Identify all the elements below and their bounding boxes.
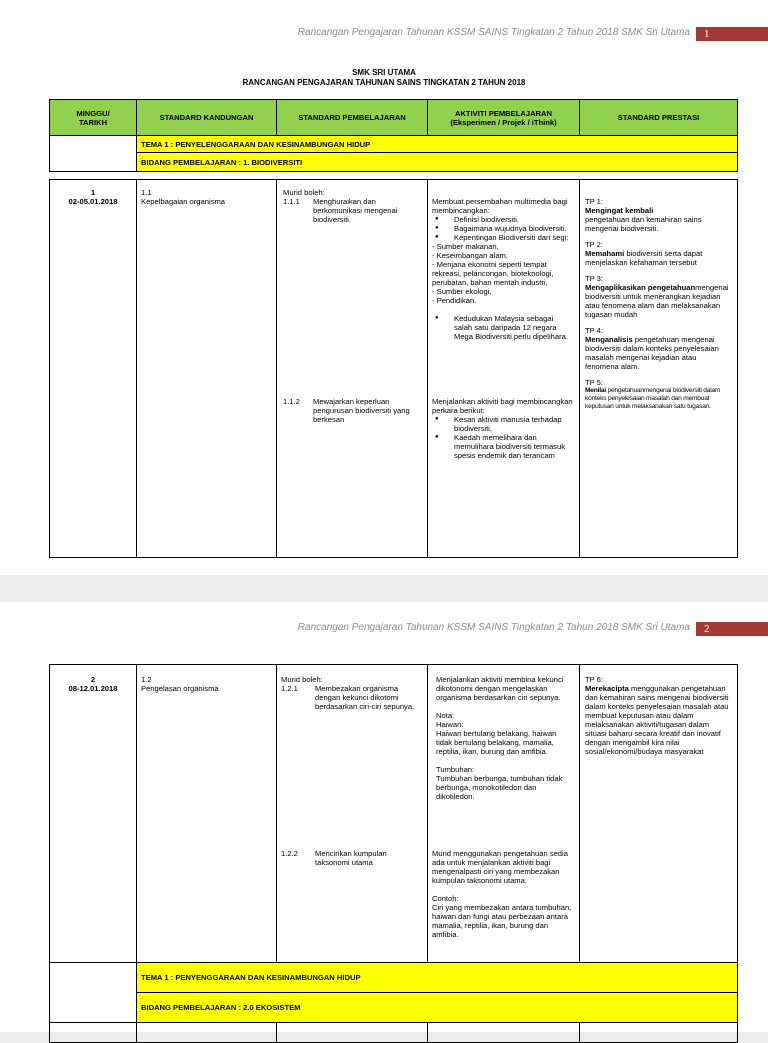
lesson-plan-table bbox=[49, 664, 738, 1043]
aktiviti-intro: Murid menggunakan pengetahuan sedia ada untuk menjalankan aktiviti bagi mengenalpasti ciri yang membezakan kumpulan taksonomi utama. bbox=[432, 849, 568, 885]
empty-cell bbox=[580, 1023, 738, 1043]
kandungan-cell bbox=[137, 665, 277, 963]
tumbuhan-text: Tumbuhan berbunga, tumbuhan tidak berbunga, monokotiledon dan dikotiledon. bbox=[436, 774, 563, 801]
tp-item: TP 1: Mengingat kembali pengetahuan dan kemahiran sains mengenai biodiversiti. bbox=[585, 197, 702, 233]
bullet-item: ● Kesan aktiviti manusia terhadap biodiversiti, bbox=[432, 415, 573, 433]
bullet-item: ● Definisi biodiversiti. bbox=[432, 215, 573, 224]
bullet-item: ● Bagaimana wujudnya biodiversiti. bbox=[432, 224, 573, 233]
week-number: 1 bbox=[90, 188, 96, 197]
col-header-aktiviti: AKTIVITI PEMBELAJARAN (Eksperimen / Projek / iThink) bbox=[428, 100, 580, 136]
sp-code: 1.1.1 bbox=[283, 197, 300, 206]
bullet-item: ● Kaedah memelihara dan memulihara biodiversiti termasuk spesis endemik dan terancam bbox=[432, 433, 573, 460]
tp-item: TP 5: Menilai pengetahuanmengenai biodiversiti dalam konteks penyelesaian masalah dan membuat keputusan untuk melaksanakan satu tugasan. bbox=[585, 378, 721, 410]
col-header-prestasi: STANDARD PRESTASI bbox=[580, 100, 738, 136]
list-item: - Sumber makanan, bbox=[432, 242, 499, 251]
lesson-plan-table bbox=[49, 99, 738, 558]
table-header-row bbox=[50, 100, 738, 136]
prestasi-cell bbox=[580, 180, 738, 558]
sp-text: Membezakan organisma dengan kekunci dikotomi berdasarkan ciri-ciri sepunya. bbox=[315, 684, 415, 711]
tema-row: TEMA 1 : PENYELENGGARAAN DAN KESINAMBUNGAN HIDUP bbox=[137, 136, 738, 153]
prestasi-cell bbox=[580, 665, 738, 963]
kandungan-code: 1.1 bbox=[141, 188, 152, 197]
week-cell bbox=[50, 665, 137, 963]
tp-item: TP 6: Merekacipta menggunakan pengetahuan dan kemahiran sains mengenai biodiversiti dalam konteks penyelesaian masalah atau membuat keputusan atau dalam melaksanakan aktiviti/tugasan dalam situasi baharu secara kreatif dan inovatif dengan mengambil kira nilai sosial/ekonomi/budaya masyarakat bbox=[585, 675, 729, 756]
bullet-item: ● Kepentingan Biodiversiti dari segi: bbox=[432, 233, 573, 242]
tema-row: TEMA 1 : PENYENGGARAAN DAN KESINAMBUNGAN HIDUP bbox=[137, 963, 738, 993]
school-title: SMK SRI UTAMA bbox=[352, 68, 416, 77]
col-header-pembelajaran: STANDARD PEMBELAJARAN bbox=[277, 100, 428, 136]
nota-label: Nota: bbox=[436, 711, 455, 720]
aktiviti-intro: Menjalankan aktiviti bagi membincangkan perkara berikut: bbox=[432, 397, 573, 415]
aktiviti-cell bbox=[428, 180, 580, 558]
aktiviti-block bbox=[432, 397, 573, 460]
empty-cell bbox=[277, 1023, 428, 1043]
col-header-minggu: MINGGU/ TARIKH bbox=[50, 100, 137, 136]
empty-cell bbox=[50, 136, 137, 172]
page-number: 2 bbox=[696, 622, 768, 636]
spacer-row bbox=[50, 172, 738, 180]
aktiviti-block bbox=[432, 849, 573, 939]
bidang-row: BIDANG PEMBELAJARAN : 2.0 EKOSISTEM bbox=[137, 993, 738, 1023]
week-date: 08-12.01.2018 bbox=[68, 684, 118, 693]
running-header: Rancangan Pengajaran Tahunan KSSM SAINS Tingkatan 2 Tahun 2018 SMK Sri Utama bbox=[297, 27, 690, 38]
list-item: - Menjana ekonomi seperti tempat rekreasi, pelancongan, bioteknologi, perubatan, bahan mentah industri, bbox=[432, 260, 554, 287]
empty-cell bbox=[137, 1023, 277, 1043]
murid-boleh: Murid boleh: bbox=[281, 675, 323, 684]
week-row bbox=[50, 180, 738, 558]
aktiviti-intro: Membuat persembahan multimedia bagi membincangkan: bbox=[432, 197, 568, 215]
empty-cell bbox=[50, 963, 137, 1023]
sp-text: Mewajarkan keperluan pengurusan biodiversiti yang berkesan bbox=[313, 397, 410, 424]
page-2 bbox=[0, 602, 768, 1032]
contoh-text: Ciri yang membezakan antara tumbuhan, haiwan dan fungi atau perbezaan antara mamalia, reptilia, ikan, burung dan amfibia. bbox=[432, 903, 572, 939]
empty-cell bbox=[50, 1023, 137, 1043]
kandungan-text: Kepelbagaian organisma bbox=[141, 197, 226, 206]
plan-title: RANCANGAN PENGAJARAN TAHUNAN SAINS TINGKATAN 2 TAHUN 2018 bbox=[242, 78, 526, 87]
contoh-label: Contoh: bbox=[432, 894, 459, 903]
sp-text: Mencirikan kumpulan taksonomi utama bbox=[315, 849, 387, 867]
sp-code: 1.2.1 bbox=[281, 684, 298, 693]
aktiviti-cell bbox=[428, 665, 580, 963]
list-item: - Sumber ekologi, bbox=[432, 287, 492, 296]
aktiviti-intro: Menjalankan aktiviti membina kekunci dikotonomi dengan mengelaskan organisma berdasarkan ciri sepunya. bbox=[436, 675, 564, 702]
week-date: 02-05.01.2018 bbox=[68, 197, 118, 206]
running-header: Rancangan Pengajaran Tahunan KSSM SAINS Tingkatan 2 Tahun 2018 SMK Sri Utama bbox=[297, 622, 690, 633]
col-header-kandungan: STANDARD KANDUNGAN bbox=[137, 100, 277, 136]
sp-text: Menghuraikan dan berkomunikasi mengenai biodiversiti. bbox=[313, 197, 398, 224]
murid-boleh: Murid boleh: bbox=[283, 188, 325, 197]
list-item: - Pendidikan. bbox=[432, 296, 477, 305]
sp-code: 1.2.2 bbox=[281, 849, 298, 858]
aktiviti-block bbox=[436, 675, 573, 801]
aktiviti-block bbox=[432, 197, 573, 341]
document-titles bbox=[0, 68, 768, 88]
bidang-row: BIDANG PEMBELAJARAN : 1. BIODIVERSITI bbox=[137, 153, 738, 172]
pembelajaran-cell bbox=[277, 180, 428, 558]
kandungan-code: 1.2 bbox=[141, 675, 152, 684]
haiwan-label: Haiwan: bbox=[436, 720, 464, 729]
list-item: - Keseimbangan alam, bbox=[432, 251, 508, 260]
week-number: 2 bbox=[90, 675, 96, 684]
sp-code: 1.1.2 bbox=[283, 397, 300, 406]
bullet-item: ● Kedudukan Malaysia sebagai salah satu daripada 12 negara Mega Biodiversiti perlu dipelihara. bbox=[432, 314, 573, 341]
tp-item: TP 2: Memahami biodiversiti serta dapat menjelaskan kefahaman tersebut bbox=[585, 240, 703, 267]
week-cell bbox=[50, 180, 137, 558]
week-row bbox=[50, 665, 738, 963]
page-number: 1 bbox=[696, 27, 768, 41]
haiwan-text: Haiwan bertulang belakang, haiwan tidak bertulang belakang, mamalia, reptilia, ikan, burung dan amfibia. bbox=[436, 729, 557, 756]
tp-item: TP 4: Menganalisis pengetahuan mengenai biodiversiti dalam konteks penyelesaian masalah mengenai kejadian atau fenomena alam. bbox=[585, 326, 719, 371]
kandungan-cell bbox=[137, 180, 277, 558]
kandungan-text: Pengelasan organisma bbox=[141, 684, 219, 693]
pembelajaran-cell bbox=[277, 665, 428, 963]
empty-cell bbox=[428, 1023, 580, 1043]
tp-item: TP 3: Mengaplikasikan pengetahuanmengenai biodiversiti untuk menerangkan kejadian atau fenomena alam dan melaksanakan tugasan mudah bbox=[585, 274, 729, 319]
tumbuhan-label: Tumbuhan: bbox=[436, 765, 475, 774]
